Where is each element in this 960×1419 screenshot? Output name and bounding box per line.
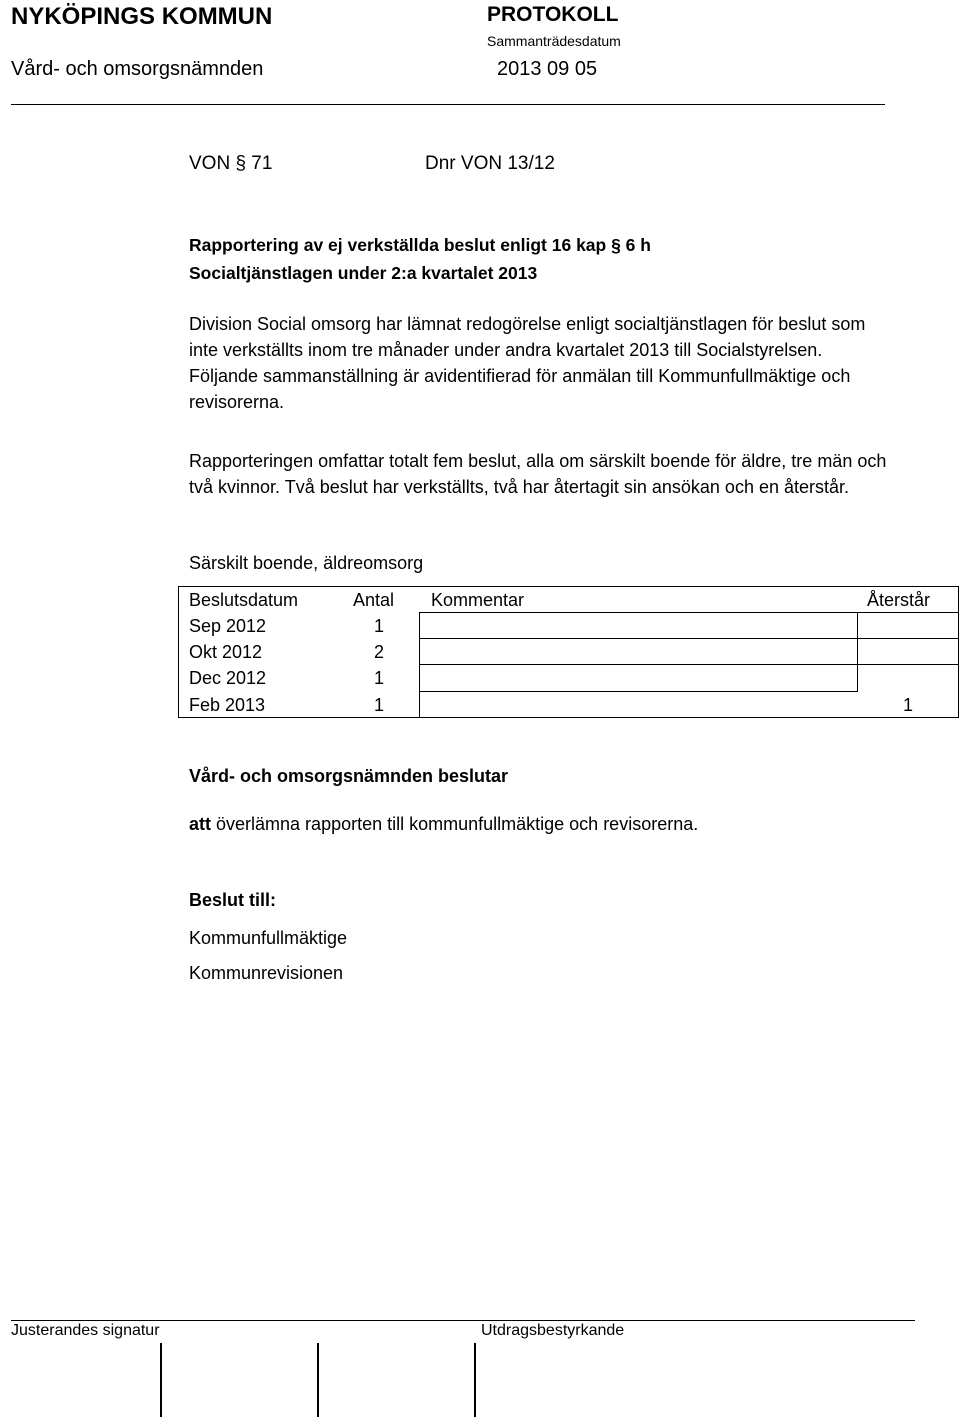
- signature-box-divider: [317, 1343, 319, 1417]
- signature-box-divider: [160, 1343, 162, 1417]
- table-cell-date: Dec 2012: [189, 668, 267, 688]
- table-header-cell: Återstår: [867, 590, 931, 610]
- signature-label: Justerandes signatur: [11, 1322, 160, 1339]
- diary-number: Dnr VON 13/12: [425, 153, 555, 174]
- table-border-bottom: [178, 717, 959, 718]
- paragraph-summary: Rapporteringen omfattar totalt fem beslut, alla om särskilt boende för äldre, tre män och två kvinnor. Två beslut har verkställts, två har återtagit sin ansökan och en återstår.: [189, 451, 887, 497]
- table-cell-remaining: 1: [903, 695, 914, 715]
- table-comment-left-border: [419, 612, 420, 718]
- footer-divider: [11, 1320, 915, 1321]
- table-border-left: [178, 586, 179, 718]
- decision-text: [189, 814, 698, 835]
- certifier-label: Utdragsbestyrkande: [481, 1322, 625, 1339]
- table-row-sep: [419, 664, 858, 665]
- table-cell-count: 1: [374, 668, 385, 688]
- signature-box-divider: [474, 1343, 476, 1417]
- organization-name: NYKÖPINGS KOMMUN: [11, 3, 273, 30]
- date-label: Sammanträdesdatum: [487, 33, 621, 49]
- board-name: Vård- och omsorgsnämnden: [11, 58, 264, 80]
- distribution-title: Beslut till:: [189, 890, 277, 910]
- table-header-cell: Kommentar: [431, 590, 525, 610]
- table-cell-count: 1: [374, 616, 385, 636]
- table-comment-right-border: [857, 612, 858, 692]
- decision-title: Vård- och omsorgsnämnden beslutar: [189, 766, 509, 786]
- document-type: PROTOKOLL: [487, 3, 619, 26]
- item-heading: Rapportering av ej verkställda beslut enligt 16 kap § 6 h Socialtjänstlagen under 2:a kvartalet 2013: [189, 235, 651, 283]
- table-cell-count: 1: [374, 695, 385, 715]
- table-cell-date: Sep 2012: [189, 616, 267, 636]
- decision-body: överlämna rapporten till kommunfullmäktige och revisorerna.: [216, 814, 699, 834]
- table-cell-count: 2: [374, 642, 385, 662]
- meeting-date: 2013 09 05: [497, 58, 598, 80]
- table-row-sep: [419, 638, 858, 639]
- paragraph-background: Division Social omsorg har lämnat redogörelse enligt socialtjänstlagen för beslut som inte verkställts inom tre månader under andra kvartalet 2013 till Socialstyrelsen. Följande sammanställning är avidentifierad för anmälan till Kommunfullmäktige och revisorerna.: [189, 314, 866, 412]
- table-header-cell: Beslutsdatum: [189, 590, 299, 610]
- table-row-sep: [857, 638, 959, 639]
- table-row-sep: [857, 664, 959, 665]
- decision-keyword: att: [189, 814, 211, 834]
- table-row-sep: [419, 691, 858, 692]
- recipient: Kommunfullmäktige: [189, 928, 348, 948]
- recipient: Kommunrevisionen: [189, 963, 344, 983]
- header-divider: [11, 104, 885, 105]
- table-header-cell: Antal: [353, 590, 395, 610]
- decision-table: [178, 586, 959, 718]
- case-number: VON § 71: [189, 153, 273, 174]
- table-cell-date: Okt 2012: [189, 642, 263, 662]
- table-cell-date: Feb 2013: [189, 695, 266, 715]
- table-border-right: [958, 586, 959, 718]
- table-title: Särskilt boende, äldreomsorg: [189, 553, 424, 573]
